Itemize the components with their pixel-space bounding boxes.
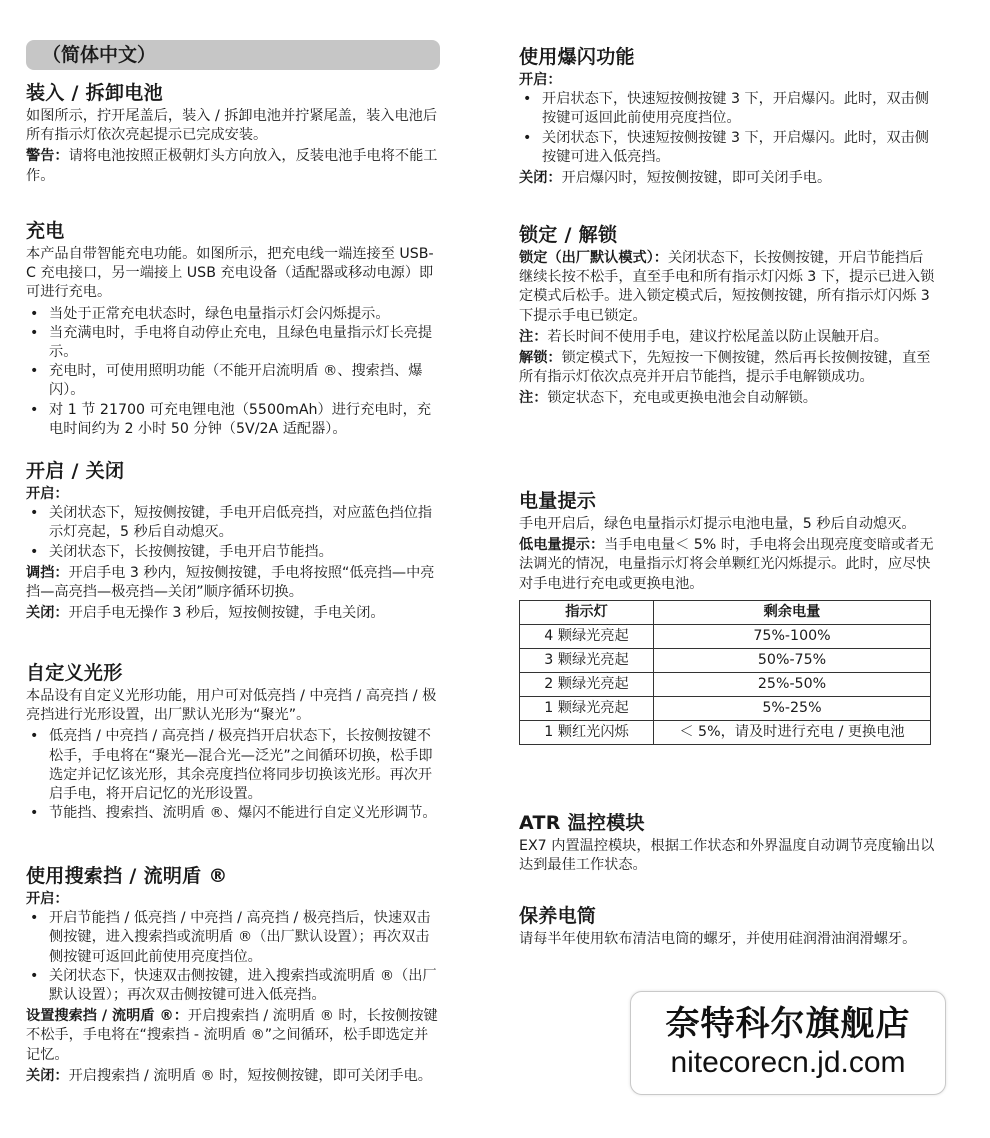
off-label: 关闭： bbox=[26, 605, 69, 622]
note-label: 注： bbox=[519, 390, 548, 407]
table-row bbox=[520, 672, 931, 696]
list-item: • 关闭状态下，快速双击侧按键，进入搜索挡或流明盾 ®（出厂默认设置）；再次双击侧按键可进入低亮挡。 bbox=[26, 967, 442, 1005]
off-paragraph bbox=[519, 169, 935, 188]
table-row bbox=[520, 720, 931, 744]
battery-table bbox=[519, 600, 931, 745]
table-header-row bbox=[520, 600, 931, 624]
section-title: ATR 温控模块 bbox=[519, 812, 645, 834]
note-text: 若长时间不使用手电，建议拧松尾盖以防止误触开启。 bbox=[547, 328, 888, 345]
section-title: 电量提示 bbox=[519, 490, 597, 512]
section-strobe bbox=[519, 44, 935, 190]
section-title: 使用搜索挡 / 流明盾 ® bbox=[26, 865, 228, 887]
note-text: 锁定状态下，充电或更换电池会自动解锁。 bbox=[547, 390, 817, 407]
table-cell: 1 颗绿光亮起 bbox=[520, 696, 654, 720]
off-text: 开启搜索挡 / 流明盾 ® 时，短按侧按键，即可关闭手电。 bbox=[68, 1067, 432, 1084]
on-label: 开启： bbox=[26, 486, 69, 502]
section-care bbox=[519, 903, 935, 951]
section-lock bbox=[519, 222, 935, 411]
section-title: 装入 / 拆卸电池 bbox=[26, 82, 163, 104]
lock-text: 关闭状态下，长按侧按键，开启节能挡后继续长按不松手，直至手电和所有指示灯闪烁 3 下，提示已进入锁定模式后松手。进入锁定模式后，短按侧按键，所有指示灯闪烁 3 下提示手电已锁定。 bbox=[519, 250, 935, 324]
adjust-label: 调挡： bbox=[26, 564, 69, 581]
list-item: • 节能挡、搜索挡、流明盾 ®、爆闪不能进行自定义光形调节。 bbox=[26, 804, 442, 823]
off-text: 开启爆闪时，短按侧按键，即可关闭手电。 bbox=[561, 170, 832, 187]
list-item: • 当处于正常充电状态时，绿色电量指示灯会闪烁提示。 bbox=[26, 305, 442, 324]
unlock-label: 解锁： bbox=[519, 350, 562, 367]
note-label: 注： bbox=[519, 328, 548, 345]
low-power-text: 当手电电量＜ 5% 时，手电将会出现亮度变暗或者无法调光的情况，电量指示灯将会单颗红光闪烁提示。此时，应尽快对手电进行充电或更换电池。 bbox=[519, 537, 934, 592]
section-onoff bbox=[26, 458, 442, 625]
list-item: • 关闭状态下，长按侧按键，手电开启节能挡。 bbox=[26, 543, 442, 562]
list-item: • 低亮挡 / 中亮挡 / 高亮挡 / 极亮挡开启状态下，长按侧按键不松手，手电将在“聚光—混合光—泛光”之间循环切换，松手即选定并记忆该光形，其余亮度挡位将同步切换该光形。再次开启手电，将开启记忆的光形设置。 bbox=[26, 727, 442, 804]
store-name: 奈特科尔旗舰店 bbox=[665, 1004, 911, 1044]
paragraph: 如图所示，拧开尾盖后，装入 / 拆卸电池并拧紧尾盖，装入电池后所有指示灯依次亮起提示已完成安装。 bbox=[26, 108, 438, 144]
list-item: • 充电时，可使用照明功能（不能开启流明盾 ®、搜索挡、爆闪）。 bbox=[26, 362, 442, 400]
section-charge bbox=[26, 218, 442, 441]
bullet-list bbox=[26, 909, 442, 1005]
section-title: 自定义光形 bbox=[26, 662, 123, 684]
table-cell: 3 颗绿光亮起 bbox=[520, 648, 654, 672]
table-cell: 75%-100% bbox=[654, 624, 931, 648]
section-atr bbox=[519, 810, 935, 877]
note-paragraph bbox=[519, 389, 935, 408]
off-label: 关闭： bbox=[26, 1067, 69, 1084]
on-label: 开启： bbox=[519, 72, 562, 88]
off-label: 关闭： bbox=[519, 170, 562, 187]
bullet-list bbox=[519, 90, 935, 167]
on-label: 开启： bbox=[26, 891, 69, 907]
section-beam bbox=[26, 660, 442, 825]
store-url: nitecorecn.jd.com bbox=[670, 1046, 906, 1079]
paragraph: 请每半年使用软布清洁电筒的螺牙，并使用硅润滑油润滑螺牙。 bbox=[519, 931, 917, 947]
off-text: 开启手电无操作 3 秒后，短按侧按键，手电关闭。 bbox=[68, 605, 385, 622]
language-header-bar bbox=[26, 40, 440, 70]
adjust-text: 开启手电 3 秒内，短按侧按键，手电将按照“低亮挡—中亮挡—高亮挡—极亮挡—关闭”顺序循环切换。 bbox=[26, 564, 435, 601]
warning-text: 请将电池按照正极朝灯头方向放入，反装电池手电将不能工作。 bbox=[26, 148, 438, 184]
section-title: 使用爆闪功能 bbox=[519, 46, 635, 68]
list-item: • 关闭状态下，快速短按侧按键 3 下，开启爆闪。此时，双击侧按键可进入低亮挡。 bbox=[519, 129, 935, 167]
warning bbox=[26, 147, 442, 185]
table-cell: 5%-25% bbox=[654, 696, 931, 720]
warning-label: 警告： bbox=[26, 148, 69, 165]
list-item: • 当充满电时，手电将自动停止充电，且绿色电量指示灯长亮提示。 bbox=[26, 324, 442, 362]
unlock-text: 锁定模式下，先短按一下侧按键，然后再长按侧按键，直至所有指示灯依次点亮并开启节能挡，提示手电解锁成功。 bbox=[519, 350, 931, 386]
set-paragraph bbox=[26, 1007, 442, 1065]
bullet-list bbox=[26, 727, 442, 823]
table-cell: 4 颗绿光亮起 bbox=[520, 624, 654, 648]
low-power-label: 低电量提示： bbox=[519, 537, 605, 554]
paragraph: 本产品自带智能充电功能。如图所示，把充电线一端连接至 USB-C 充电接口，另一端接上 USB 充电设备（适配器或移动电源）即可进行充电。 bbox=[26, 246, 434, 301]
table-header-cell: 指示灯 bbox=[520, 600, 654, 624]
list-item: • 开启状态下，快速短按侧按键 3 下，开启爆闪。此时，双击侧按键可返回此前使用亮度挡位。 bbox=[519, 90, 935, 128]
set-label: 设置搜索挡 / 流明盾 ®： bbox=[26, 1008, 188, 1025]
lock-paragraph bbox=[519, 249, 935, 326]
table-row bbox=[520, 648, 931, 672]
paragraph: EX7 内置温控模块，根据工作状态和外界温度自动调节亮度输出以达到最佳工作状态。 bbox=[519, 838, 935, 874]
store-watermark bbox=[630, 991, 946, 1095]
table-cell: 2 颗绿光亮起 bbox=[520, 672, 654, 696]
table-row bbox=[520, 696, 931, 720]
list-item: • 对 1 节 21700 可充电锂电池（5500mAh）进行充电时，充电时间约为 2 小时 50 分钟（5V/2A 适配器）。 bbox=[26, 401, 442, 439]
off-paragraph bbox=[26, 604, 442, 623]
section-power bbox=[519, 488, 935, 745]
table-cell: 50%-75% bbox=[654, 648, 931, 672]
low-power-paragraph bbox=[519, 536, 935, 594]
list-item: • 开启节能挡 / 低亮挡 / 中亮挡 / 高亮挡 / 极亮挡后，快速双击侧按键，进入搜索挡或流明盾 ®（出厂默认设置）；再次双击侧按键可返回此前使用亮度挡位。 bbox=[26, 909, 442, 967]
adjust-paragraph bbox=[26, 564, 442, 602]
lock-label: 锁定（出厂默认模式）： bbox=[519, 250, 668, 266]
section-search bbox=[26, 863, 442, 1088]
paragraph: 手电开启后，绿色电量指示灯提示电池电量，5 秒后自动熄灭。 bbox=[519, 516, 916, 532]
section-title: 充电 bbox=[26, 220, 65, 242]
unlock-paragraph bbox=[519, 349, 935, 387]
set-text: 开启搜索挡 / 流明盾 ® 时，长按侧按键不松手，手电将在“搜索挡 - 流明盾 ®”之间循环，松手即选定并记忆。 bbox=[26, 1008, 438, 1063]
off-paragraph bbox=[26, 1067, 442, 1086]
paragraph: 本品设有自定义光形功能，用户可对低亮挡 / 中亮挡 / 高亮挡 / 极亮挡进行光形设置，出厂默认光形为“聚光”。 bbox=[26, 688, 437, 724]
table-cell: 25%-50% bbox=[654, 672, 931, 696]
table-cell: 1 颗红光闪烁 bbox=[520, 720, 654, 744]
bullet-list bbox=[26, 305, 442, 439]
table-cell: ＜ 5%，请及时进行充电 / 更换电池 bbox=[654, 720, 931, 744]
table-row bbox=[520, 624, 931, 648]
language-header: （简体中文） bbox=[42, 44, 157, 66]
section-title: 开启 / 关闭 bbox=[26, 460, 125, 482]
section-title: 保养电筒 bbox=[519, 905, 597, 927]
list-item: • 关闭状态下，短按侧按键，手电开启低亮挡，对应蓝色挡位指示灯亮起，5 秒后自动熄灭。 bbox=[26, 504, 442, 542]
section-title: 锁定 / 解锁 bbox=[519, 224, 618, 246]
table-header-cell: 剩余电量 bbox=[654, 600, 931, 624]
section-install bbox=[26, 80, 442, 188]
note-paragraph bbox=[519, 328, 935, 347]
bullet-list bbox=[26, 504, 442, 562]
